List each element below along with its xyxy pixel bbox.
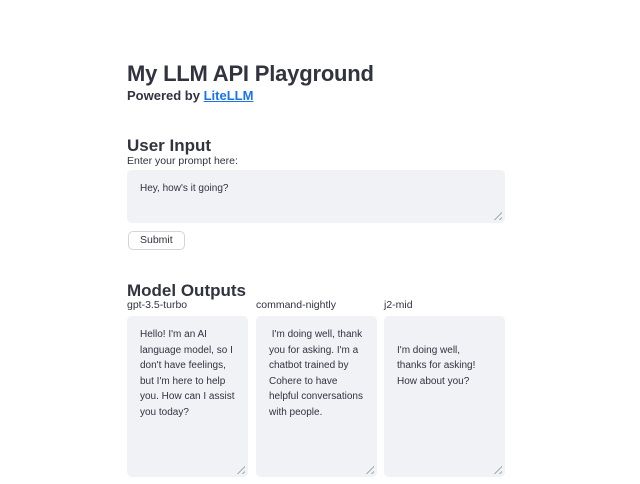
prompt-label: Enter your prompt here: — [127, 155, 238, 167]
powered-by-text: Powered by — [127, 88, 204, 103]
output-field — [127, 316, 248, 477]
model-outputs-row — [127, 299, 505, 479]
model-output-column-command-nightly — [256, 299, 377, 477]
output-textarea-j2-mid[interactable] — [384, 316, 505, 477]
output-field — [256, 316, 377, 477]
main-content — [127, 0, 505, 484]
model-outputs-heading: Model Outputs — [127, 281, 246, 301]
prompt-field — [127, 170, 505, 223]
model-label: gpt-3.5-turbo — [127, 299, 188, 311]
output-textarea-gpt-3-5-turbo[interactable] — [127, 316, 248, 477]
output-textarea-command-nightly[interactable] — [256, 316, 377, 477]
model-output-column-gpt-3-5-turbo — [127, 299, 248, 477]
model-label: command-nightly — [256, 299, 336, 311]
page-title: My LLM API Playground — [127, 60, 374, 86]
model-output-column-j2-mid — [384, 299, 505, 477]
powered-by-line — [127, 88, 253, 103]
prompt-textarea[interactable] — [127, 170, 505, 223]
user-input-heading: User Input — [127, 136, 212, 156]
submit-button[interactable]: Submit — [128, 231, 185, 250]
model-label: j2-mid — [384, 299, 413, 311]
litellm-link[interactable]: LiteLLM — [203, 88, 254, 103]
output-field — [384, 316, 505, 477]
